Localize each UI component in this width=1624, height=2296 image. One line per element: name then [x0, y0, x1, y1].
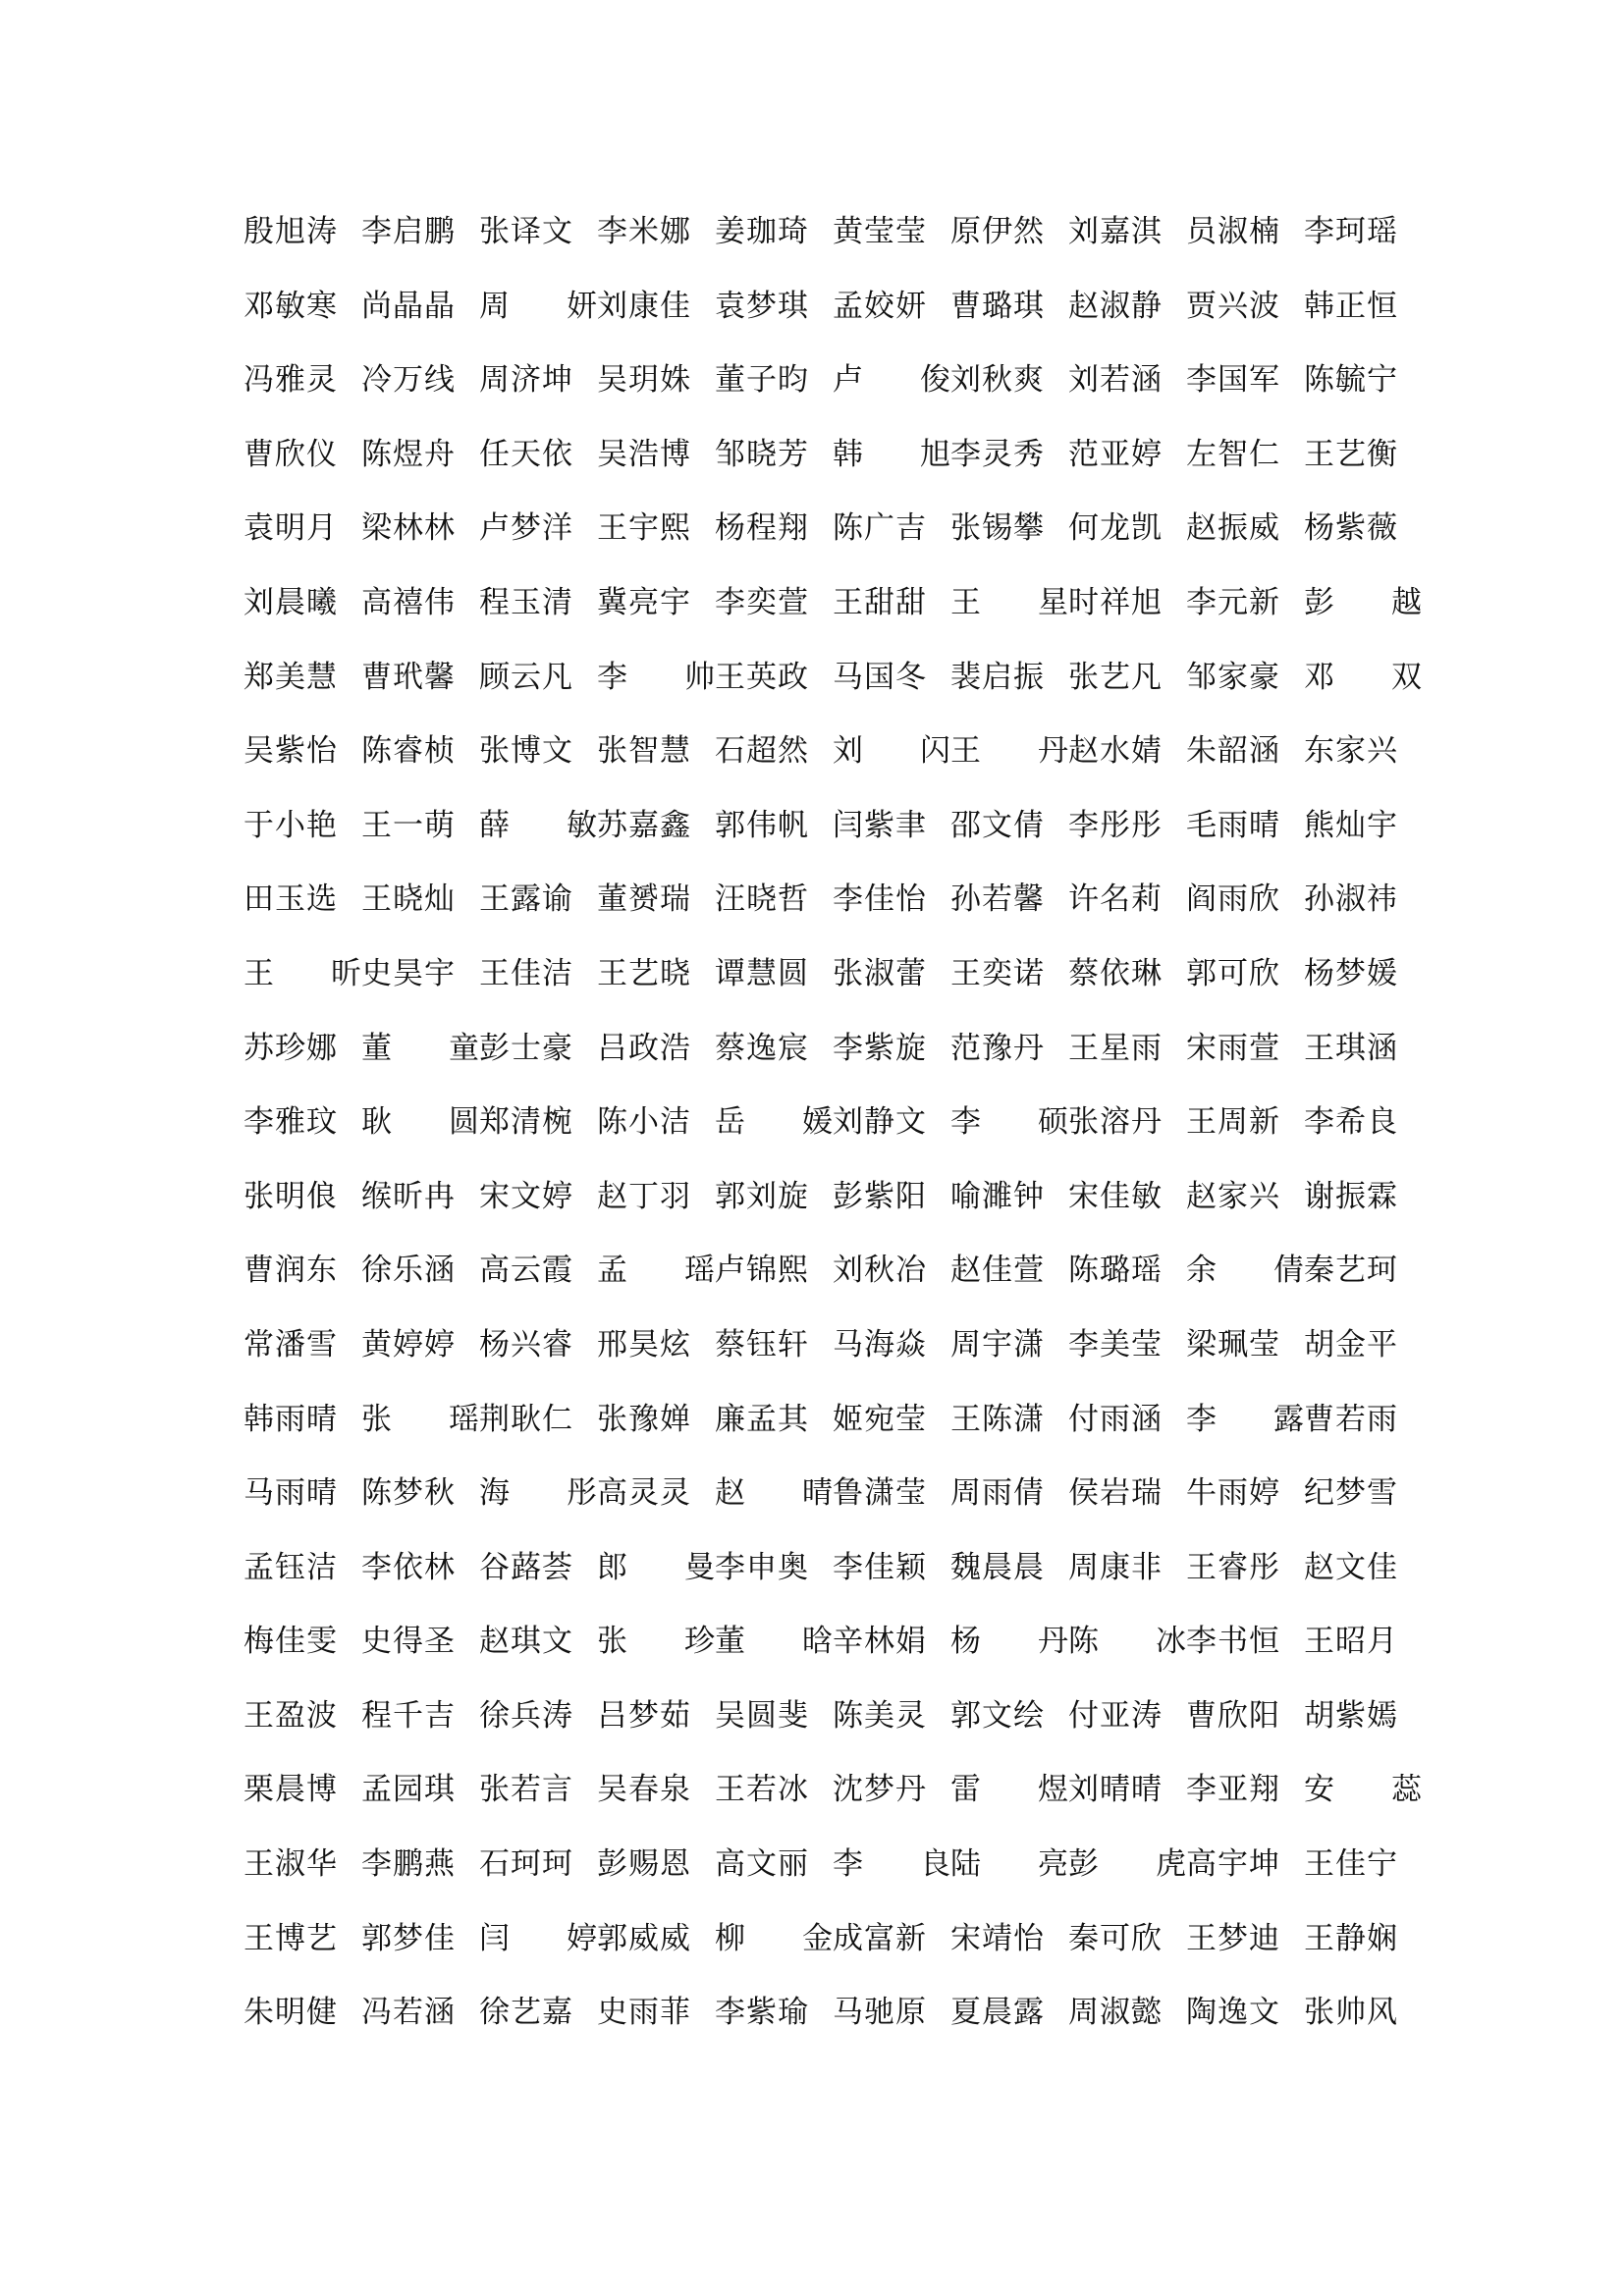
name-entry: 于小艳: [244, 807, 338, 843]
name-entry: 王淑华: [244, 1846, 338, 1883]
name-entry: 陈小洁: [597, 1104, 691, 1141]
name-entry: 徐乐涵: [361, 1253, 456, 1289]
name-entry: 王宇熙: [597, 510, 691, 547]
name-entry: 陈梦秋: [361, 1475, 456, 1512]
name-entry: 陈煜舟: [361, 436, 456, 472]
name-entry: 郭梦佳: [361, 1920, 456, 1956]
name-row: [244, 1475, 1402, 1550]
name-entry: 闫紫聿: [833, 807, 927, 843]
name-entry: 杨兴睿: [479, 1326, 573, 1362]
name-entry: 黄莹莹: [833, 214, 927, 249]
name-entry: 郭威威: [597, 1920, 691, 1956]
name-entry: 郑清椀: [479, 1104, 573, 1141]
name-entry: 付雨涵: [1068, 1401, 1163, 1437]
name-entry: 王艺衡: [1304, 436, 1398, 472]
name-entry: 孙若馨: [950, 881, 1045, 918]
name-entry: 袁明月: [244, 510, 338, 547]
name-entry: 李珂瑶: [1304, 214, 1398, 249]
name-entry: 马驰原: [833, 1995, 927, 2031]
name-entry: 王露谕: [479, 881, 573, 918]
name-row: [244, 289, 1402, 363]
name-entry: 徐兵涛: [479, 1697, 573, 1734]
name-entry: 常潘雪: [244, 1326, 338, 1362]
name-entry: 赵家兴: [1186, 1178, 1280, 1214]
name-entry: 孟园琪: [361, 1772, 456, 1808]
name-entry: 李国军: [1186, 362, 1280, 399]
name-entry: 熊灿宇: [1304, 807, 1398, 843]
name-entry: 吴浩博: [597, 436, 691, 472]
name-entry: 毛雨晴: [1186, 807, 1280, 843]
name-entry: 胡紫嫣: [1304, 1697, 1398, 1734]
name-entry: 王英政: [715, 659, 809, 695]
name-entry: 邵文倩: [950, 807, 1045, 843]
name-entry: 杨 丹: [950, 1624, 1068, 1660]
name-entry: 余 倩: [1186, 1253, 1304, 1289]
name-entry: 王静娴: [1304, 1920, 1398, 1956]
name-entry: 杨程翔: [715, 510, 809, 547]
name-entry: 王佳洁: [479, 955, 573, 991]
name-entry: 王周新: [1186, 1104, 1280, 1141]
name-entry: 曹璐琪: [950, 288, 1045, 324]
name-entry: 许名莉: [1068, 881, 1163, 918]
name-entry: 冀亮宇: [597, 584, 691, 620]
name-entry: 张锡攀: [950, 510, 1045, 547]
name-entry: 李元新: [1186, 584, 1280, 620]
name-entry: 李 良: [833, 1846, 950, 1883]
name-entry: 魏晨晨: [950, 1549, 1045, 1585]
name-entry: 周济坤: [479, 362, 573, 399]
name-entry: 高禧伟: [361, 584, 456, 620]
name-entry: 苏珍娜: [244, 1030, 338, 1066]
name-entry: 徐艺嘉: [479, 1995, 573, 2031]
name-entry: 秦可欣: [1068, 1920, 1163, 1956]
name-entry: 卢锦熙: [715, 1253, 809, 1289]
name-entry: 邹家豪: [1186, 659, 1280, 695]
name-entry: 东家兴: [1304, 733, 1398, 770]
name-entry: 李佳怡: [833, 881, 927, 918]
name-entry: 郭文绘: [950, 1697, 1045, 1734]
name-entry: 吴圆斐: [715, 1697, 809, 1734]
name-row: [244, 1179, 1402, 1254]
name-row: [244, 437, 1402, 511]
name-entry: 孟 瑶: [597, 1253, 715, 1289]
name-entry: 任天依: [479, 436, 573, 472]
name-entry: 周 妍: [479, 288, 597, 324]
name-entry: 王睿彤: [1186, 1549, 1280, 1585]
name-entry: 陆 亮: [950, 1846, 1068, 1883]
name-row: [244, 214, 1402, 289]
name-entry: 辛林娟: [833, 1624, 927, 1660]
name-entry: 李雅玟: [244, 1104, 338, 1141]
name-entry: 张豫婵: [597, 1401, 691, 1437]
name-entry: 刘嘉淇: [1068, 214, 1163, 249]
name-entry: 裴启振: [950, 659, 1045, 695]
name-entry: 马雨晴: [244, 1475, 338, 1512]
name-entry: 廉孟其: [715, 1401, 809, 1437]
name-entry: 宋佳敏: [1068, 1178, 1163, 1214]
name-row: [244, 1550, 1402, 1625]
name-entry: 吕政浩: [597, 1030, 691, 1066]
name-entry: 荆耿仁: [479, 1401, 573, 1437]
name-entry: 王 丹: [950, 733, 1068, 770]
name-entry: 郎 曼: [597, 1549, 715, 1585]
name-entry: 成富新: [833, 1920, 927, 1956]
name-entry: 李灵秀: [950, 436, 1045, 472]
name-entry: 刘秋爽: [950, 362, 1045, 399]
name-entry: 李申奥: [715, 1549, 809, 1585]
name-entry: 张智慧: [597, 733, 691, 770]
name-entry: 彭 越: [1304, 584, 1422, 620]
name-entry: 袁梦琪: [715, 288, 809, 324]
name-entry: 张帅风: [1304, 1995, 1398, 2031]
name-entry: 杨紫薇: [1304, 510, 1398, 547]
name-entry: 王 星: [950, 584, 1068, 620]
name-entry: 赵振威: [1186, 510, 1280, 547]
name-entry: 胡金平: [1304, 1326, 1398, 1362]
name-entry: 赵 晴: [715, 1475, 833, 1512]
name-entry: 李紫瑜: [715, 1995, 809, 2031]
name-entry: 薛 敏: [479, 807, 597, 843]
name-entry: 李奕萱: [715, 584, 809, 620]
name-entry: 赵丁羽: [597, 1178, 691, 1214]
name-entry: 邹晓芳: [715, 436, 809, 472]
name-entry: 陶逸文: [1186, 1995, 1280, 2031]
name-entry: 李彤彤: [1068, 807, 1163, 843]
name-row: [244, 1031, 1402, 1105]
name-entry: 陈璐瑶: [1068, 1253, 1163, 1289]
name-entry: 谷蕗荟: [479, 1549, 573, 1585]
name-entry: 贾兴波: [1186, 288, 1280, 324]
name-entry: 陈毓宁: [1304, 362, 1398, 399]
name-entry: 彭士豪: [479, 1030, 573, 1066]
name-entry: 曹玳馨: [361, 659, 456, 695]
name-entry: 侯岩瑞: [1068, 1475, 1163, 1512]
name-entry: 纪梦雪: [1304, 1475, 1398, 1512]
name-entry: 王琪涵: [1304, 1030, 1398, 1066]
name-entry: 蔡逸宸: [715, 1030, 809, 1066]
name-entry: 阎雨欣: [1186, 881, 1280, 918]
name-list-grid: [244, 214, 1422, 2069]
name-entry: 王佳宁: [1304, 1846, 1398, 1883]
name-entry: 朱韶涵: [1186, 733, 1280, 770]
name-entry: 曹欣阳: [1186, 1697, 1280, 1734]
name-entry: 岳 媛: [715, 1104, 833, 1141]
name-entry: 张 珍: [597, 1624, 715, 1660]
name-entry: 田玉选: [244, 881, 338, 918]
name-entry: 刘 闪: [833, 733, 950, 770]
name-entry: 彭赐恩: [597, 1846, 691, 1883]
name-entry: 冷万线: [361, 362, 456, 399]
name-entry: 顾云凡: [479, 659, 573, 695]
name-entry: 宋靖怡: [950, 1920, 1045, 1956]
name-entry: 马国冬: [833, 659, 927, 695]
name-entry: 左智仁: [1186, 436, 1280, 472]
name-entry: 石珂珂: [479, 1846, 573, 1883]
name-entry: 张明俍: [244, 1178, 338, 1214]
name-row: [244, 1624, 1402, 1698]
name-entry: 王陈潇: [950, 1401, 1045, 1437]
name-row: [244, 659, 1422, 734]
name-entry: 陈 冰: [1068, 1624, 1186, 1660]
name-row: [244, 584, 1422, 660]
name-row: [244, 1327, 1402, 1402]
name-entry: 海 彤: [479, 1475, 597, 1512]
name-entry: 董 晗: [715, 1624, 833, 1660]
name-entry: 史雨菲: [597, 1995, 691, 2031]
name-entry: 王梦迪: [1186, 1920, 1280, 1956]
name-entry: 韩 旭: [833, 436, 950, 472]
name-entry: 曹润东: [244, 1253, 338, 1289]
name-entry: 王 昕: [244, 955, 361, 991]
name-entry: 彭紫阳: [833, 1178, 927, 1214]
name-entry: 谭慧圆: [715, 955, 809, 991]
name-entry: 赵水婧: [1068, 733, 1163, 770]
name-entry: 高云霞: [479, 1253, 573, 1289]
name-entry: 李紫旋: [833, 1030, 927, 1066]
name-entry: 邓 双: [1304, 659, 1422, 695]
name-entry: 员淑楠: [1186, 214, 1280, 249]
name-entry: 蔡依琳: [1068, 955, 1163, 991]
name-entry: 李亚翔: [1186, 1772, 1280, 1808]
name-entry: 王博艺: [244, 1920, 338, 1956]
name-entry: 王星雨: [1068, 1030, 1163, 1066]
name-entry: 耿 圆: [361, 1104, 479, 1141]
name-entry: 范豫丹: [950, 1030, 1045, 1066]
name-entry: 韩正恒: [1304, 288, 1398, 324]
name-entry: 秦艺珂: [1304, 1253, 1398, 1289]
name-entry: 吴玥姝: [597, 362, 691, 399]
name-entry: 卢 俊: [833, 362, 950, 399]
name-entry: 谢振霖: [1304, 1178, 1398, 1214]
name-row: [244, 956, 1402, 1031]
name-entry: 程千吉: [361, 1697, 456, 1734]
name-entry: 王一萌: [361, 807, 456, 843]
name-entry: 曹欣仪: [244, 436, 338, 472]
name-entry: 石超然: [715, 733, 809, 770]
name-entry: 刘晨曦: [244, 584, 338, 620]
name-row: [244, 362, 1402, 437]
name-entry: 李 硕: [950, 1104, 1068, 1141]
name-row: [244, 733, 1402, 808]
name-entry: 董赟瑞: [597, 881, 691, 918]
name-entry: 张博文: [479, 733, 573, 770]
name-entry: 韩雨晴: [244, 1401, 338, 1437]
name-entry: 邓敏寒: [244, 288, 338, 324]
name-row: [244, 1846, 1402, 1921]
name-entry: 宋雨萱: [1186, 1030, 1280, 1066]
name-entry: 梅佳雯: [244, 1624, 338, 1660]
name-entry: 安 蕊: [1304, 1772, 1422, 1808]
name-entry: 邢昊炫: [597, 1326, 691, 1362]
name-entry: 刘若涵: [1068, 362, 1163, 399]
name-row: [244, 1772, 1422, 1846]
name-entry: 高宇坤: [1186, 1846, 1280, 1883]
name-entry: 李佳颖: [833, 1549, 927, 1585]
name-entry: 缑昕冉: [361, 1178, 456, 1214]
name-entry: 王晓灿: [361, 881, 456, 918]
name-entry: 陈睿桢: [361, 733, 456, 770]
name-entry: 王昭月: [1304, 1624, 1398, 1660]
name-entry: 史得圣: [361, 1624, 456, 1660]
name-entry: 王奕诺: [950, 955, 1045, 991]
name-entry: 赵琪文: [479, 1624, 573, 1660]
name-entry: 孟姣妍: [833, 288, 927, 324]
name-row: [244, 1402, 1402, 1476]
name-entry: 柳 金: [715, 1920, 833, 1956]
name-entry: 吴春泉: [597, 1772, 691, 1808]
name-entry: 李希良: [1304, 1104, 1398, 1141]
name-entry: 李依林: [361, 1549, 456, 1585]
name-entry: 刘秋冶: [833, 1253, 927, 1289]
name-entry: 李启鹏: [361, 214, 456, 249]
name-row: [244, 1921, 1402, 1996]
name-entry: 时祥旭: [1068, 584, 1163, 620]
name-entry: 朱明健: [244, 1995, 338, 2031]
name-row: [244, 881, 1402, 956]
name-entry: 马海焱: [833, 1326, 927, 1362]
name-entry: 梁珮莹: [1186, 1326, 1280, 1362]
name-entry: 孙淑祎: [1304, 881, 1398, 918]
name-entry: 闫 婷: [479, 1920, 597, 1956]
name-entry: 鲁潇莹: [833, 1475, 927, 1512]
name-row: [244, 510, 1402, 585]
name-entry: 李鹏燕: [361, 1846, 456, 1883]
name-entry: 姜珈琦: [715, 214, 809, 249]
name-entry: 杨梦媛: [1304, 955, 1398, 991]
name-entry: 王盈波: [244, 1697, 338, 1734]
name-entry: 陈美灵: [833, 1697, 927, 1734]
name-entry: 高灵灵: [597, 1475, 691, 1512]
name-entry: 夏晨露: [950, 1995, 1045, 2031]
name-entry: 周雨倩: [950, 1475, 1045, 1512]
name-entry: 张淑蕾: [833, 955, 927, 991]
name-entry: 李书恒: [1186, 1624, 1280, 1660]
name-entry: 李米娜: [597, 214, 691, 249]
name-entry: 沈梦丹: [833, 1772, 927, 1808]
name-entry: 赵文佳: [1304, 1549, 1398, 1585]
name-entry: 史昊宇: [361, 955, 456, 991]
name-row: [244, 1253, 1402, 1327]
name-entry: 赵佳萱: [950, 1253, 1045, 1289]
name-entry: 王甜甜: [833, 584, 927, 620]
name-entry: 曹若雨: [1304, 1401, 1398, 1437]
name-entry: 尚晶晶: [361, 288, 456, 324]
name-entry: 范亚婷: [1068, 436, 1163, 472]
name-entry: 彭 虎: [1068, 1846, 1186, 1883]
name-entry: 蔡钰轩: [715, 1326, 809, 1362]
name-entry: 殷旭涛: [244, 214, 338, 249]
name-entry: 栗晨博: [244, 1772, 338, 1808]
name-entry: 何龙凯: [1068, 510, 1163, 547]
name-entry: 姬宛莹: [833, 1401, 927, 1437]
name-entry: 宋文婷: [479, 1178, 573, 1214]
name-entry: 陈广吉: [833, 510, 927, 547]
name-entry: 张溶丹: [1068, 1104, 1163, 1141]
name-entry: 王若冰: [715, 1772, 809, 1808]
name-row: [244, 808, 1402, 882]
name-entry: 卢梦洋: [479, 510, 573, 547]
name-entry: 李 帅: [597, 659, 715, 695]
name-entry: 喻濉钟: [950, 1178, 1045, 1214]
name-entry: 程玉清: [479, 584, 573, 620]
name-entry: 张艺凡: [1068, 659, 1163, 695]
name-entry: 周宇潇: [950, 1326, 1045, 1362]
name-entry: 董子昀: [715, 362, 809, 399]
name-entry: 郭刘旋: [715, 1178, 809, 1214]
name-entry: 张若言: [479, 1772, 573, 1808]
name-entry: 刘静文: [833, 1104, 927, 1141]
name-entry: 李 露: [1186, 1401, 1304, 1437]
name-entry: 刘晴晴: [1068, 1772, 1163, 1808]
name-entry: 郑美慧: [244, 659, 338, 695]
name-entry: 黄婷婷: [361, 1326, 456, 1362]
name-entry: 高文丽: [715, 1846, 809, 1883]
name-entry: 郭可欣: [1186, 955, 1280, 991]
name-entry: 董 童: [361, 1030, 479, 1066]
name-entry: 牛雨婷: [1186, 1475, 1280, 1512]
name-entry: 赵淑静: [1068, 288, 1163, 324]
name-entry: 周康非: [1068, 1549, 1163, 1585]
name-row: [244, 1995, 1402, 2069]
name-entry: 王艺晓: [597, 955, 691, 991]
name-row: [244, 1104, 1402, 1179]
name-entry: 张译文: [479, 214, 573, 249]
name-entry: 付亚涛: [1068, 1697, 1163, 1734]
name-row: [244, 1698, 1402, 1773]
name-entry: 郭伟帆: [715, 807, 809, 843]
name-entry: 李美莹: [1068, 1326, 1163, 1362]
name-entry: 孟钰洁: [244, 1549, 338, 1585]
name-entry: 刘康佳: [597, 288, 691, 324]
name-entry: 冯雅灵: [244, 362, 338, 399]
name-entry: 梁林林: [361, 510, 456, 547]
name-entry: 吕梦茹: [597, 1697, 691, 1734]
name-entry: 张 瑶: [361, 1401, 479, 1437]
name-entry: 苏嘉鑫: [597, 807, 691, 843]
name-entry: 原伊然: [950, 214, 1045, 249]
name-entry: 冯若涵: [361, 1995, 456, 2031]
name-entry: 汪晓哲: [715, 881, 809, 918]
name-entry: 雷 煜: [950, 1772, 1068, 1808]
name-entry: 周淑懿: [1068, 1995, 1163, 2031]
name-entry: 吴紫怡: [244, 733, 338, 770]
